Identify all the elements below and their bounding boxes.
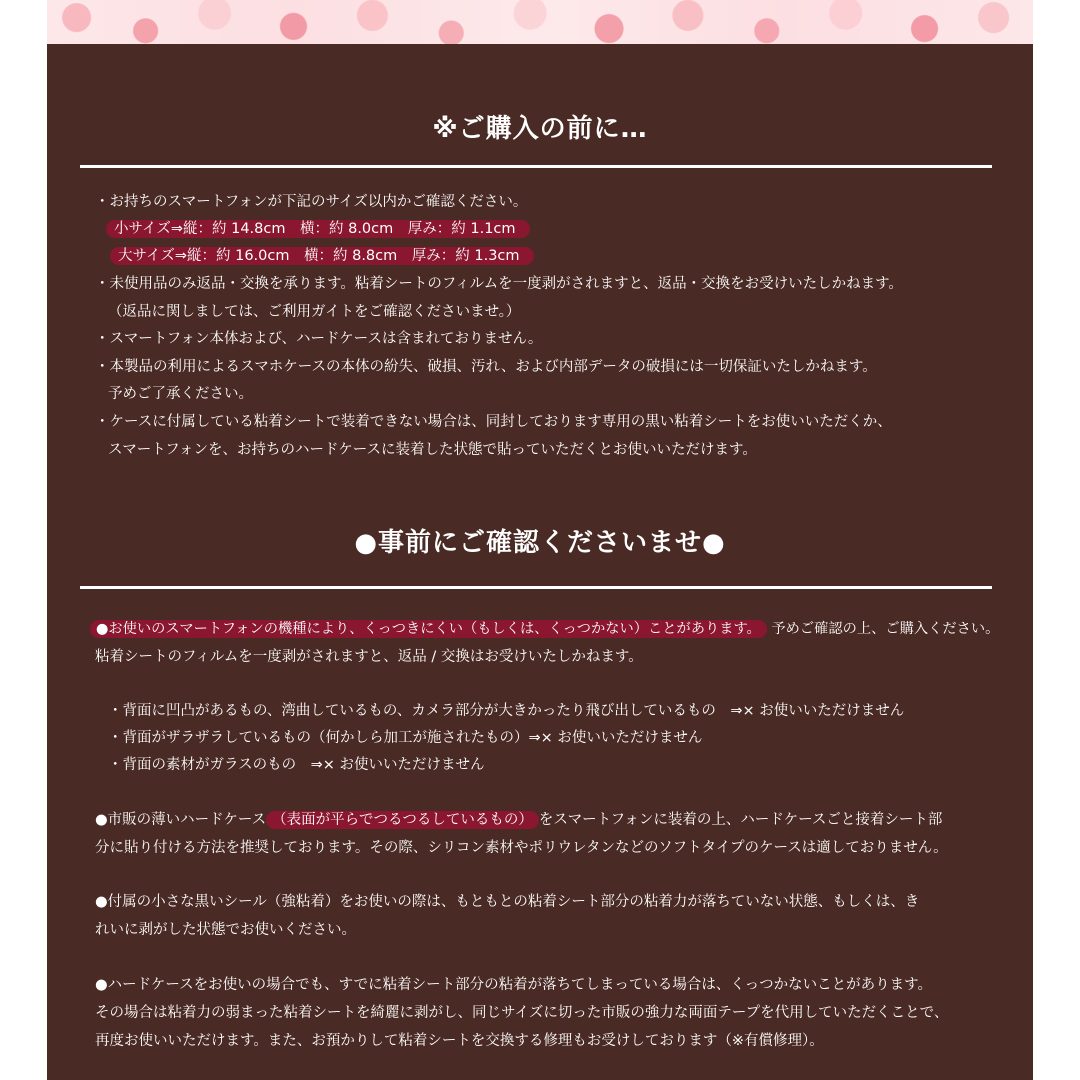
bullet-uneven-back: ・背面に凹凸があるもの、湾曲しているもの、カメラ部分が大きかったり飛び出しているもの ⇒× お使いいただけません	[108, 703, 905, 719]
hardcase-text-a: ●市販の薄いハードケース	[95, 812, 267, 828]
para-adhesive-2: その場合は粘着力の弱まった粘着シートを綺麗に剥がし、同じサイズに切った市販の強力な両面テープを代用していただくことで、	[95, 1005, 949, 1021]
notice-returns-guide: （返品に関しましては、ご利用ガイトをご確認くださいませ。）	[108, 304, 521, 320]
section2-heading: ●事前にご確認くださいませ●	[354, 528, 726, 558]
bullet-rough-back: ・背面がザラザラしているもの（何かしら加工が施されたもの）⇒× お使いいただけません	[108, 730, 703, 746]
notice-size-check: ・お持ちのスマートフォンが下記のサイズ以内かご確認ください。	[95, 194, 528, 210]
notice-returns: ・未使用品のみ返品・交換を承ります。粘着シートのフィルムを一度剥がされますと、返品・交換をお受けいたしかねます。	[95, 276, 903, 292]
section1-divider	[80, 165, 992, 168]
para-black-seal-1: ●付属の小さな黒いシール（強粘着）をお使いの際は、もともとの粘着シート部分の粘着力が落ちていない状態、もしくは、き	[95, 894, 920, 910]
compatibility-rest: 予めご確認の上、ご購入ください。	[771, 621, 1000, 637]
section1-heading: ※ご購入の前に…	[432, 114, 648, 144]
para-film-return: 粘着シートのフィルムを一度剥がされますと、返品 / 交換はお受けいたしかねます。	[95, 649, 643, 665]
notice-sticker-1: ・ケースに付属している粘着シートで装着できない場合は、同封しております専用の黒い粘着シートをお使いいただくか、	[95, 414, 892, 430]
hardcase-text-b: をスマートフォンに装着の上、ハードケースごと接着シート部	[538, 812, 943, 828]
bullet-glass-back: ・背面の素材がガラスのもの ⇒× お使いいただけません	[108, 757, 485, 773]
notice-sticker-2: スマートフォンを、お持ちのハードケースに装着した状態で貼っていただくとお使いいただけます。	[108, 442, 757, 458]
size-large-row	[110, 246, 534, 266]
notice-no-warranty: ・本製品の利用によるスマホケースの本体の紛失、破損、汚れ、および内部データの破損には一切保証いたしかねます。	[95, 359, 877, 375]
size-large-label: 大サイズ⇒縦：約 16.0cm 横：約 8.8cm 厚み：約 1.3cm	[110, 247, 534, 265]
notice-acknowledge: 予めご了承ください。	[108, 386, 253, 402]
compatibility-highlight: ●お使いのスマートフォンの機種により、くっつきにくい（もしくは、くっつかない）ことがあります。	[90, 620, 767, 638]
hardcase-highlight: （表面が平らでつるつるしているもの）	[266, 811, 539, 829]
notice-not-included: ・スマートフォン本体および、ハードケースは含まれておりません。	[95, 331, 543, 347]
size-small-row	[106, 219, 530, 239]
para-hardcase	[95, 810, 942, 830]
para-adhesive-3: 再度お使いいただけます。また、お預かりして粘着シートを交換する修理もお受けしております（※有償修理）。	[95, 1033, 824, 1049]
para-hardcase-2: 分に貼り付ける方法を推奨しております。その際、シリコン素材やポリウレタンなどのソフトタイプのケースは適しておりません。	[95, 840, 948, 856]
floral-banner	[47, 0, 1033, 44]
section2-divider	[80, 586, 992, 589]
para-black-seal-2: れいに剥がした状態でお使いください。	[95, 922, 356, 938]
size-small-label: 小サイズ⇒縦：約 14.8cm 横：約 8.0cm 厚み：約 1.1cm	[106, 220, 530, 238]
para-adhesive-1: ●ハードケースをお使いの場合でも、すでに粘着シート部分の粘着が落ちてしまっている場合は、くっつかないことがあります。	[95, 977, 932, 993]
para-compatibility	[90, 619, 999, 639]
